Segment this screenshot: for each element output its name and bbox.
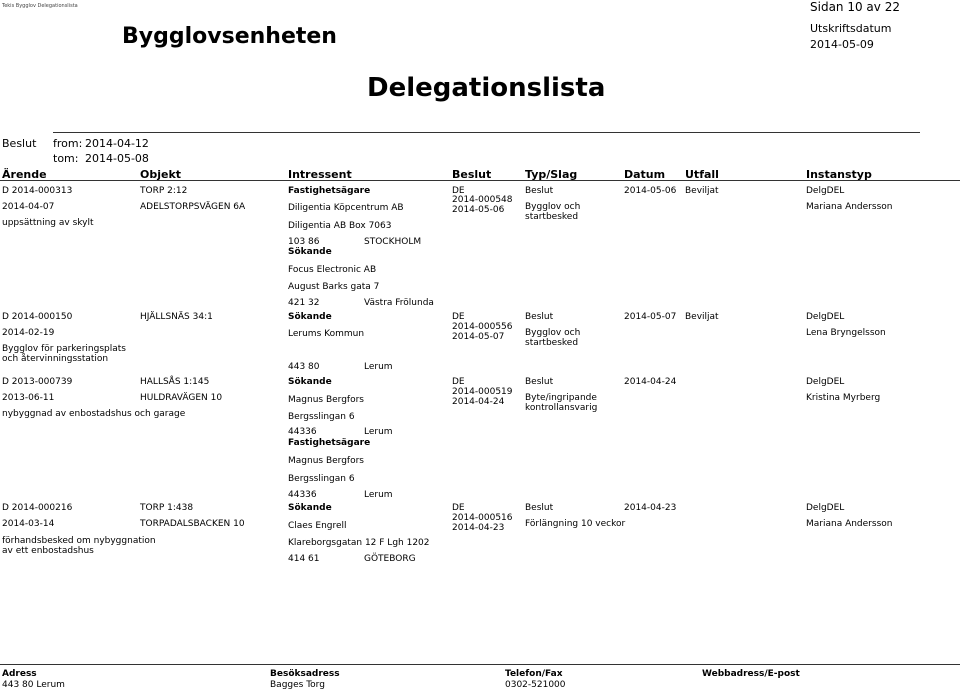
page-title: Delegationslista	[367, 73, 606, 103]
unit-name: Bygglovsenheten	[122, 24, 337, 49]
intressent-adress: Bergsslingan 6	[288, 474, 355, 484]
filter-tom-label: tom:	[53, 152, 79, 165]
arende-beskrivning: förhandsbesked om nybyggnation av ett enbostadshus	[2, 536, 156, 556]
filter-tom-date: 2014-05-08	[85, 152, 149, 165]
footer-tel: 0302-521000	[505, 680, 566, 690]
intressent-postnr: 44336	[288, 490, 317, 500]
arende-nr: D 2014-000150	[2, 312, 73, 322]
col-datum: Datum	[624, 168, 666, 181]
handlaggare: Mariana Andersson	[806, 519, 893, 529]
beslut-kod: DE	[452, 186, 465, 196]
datum: 2014-04-24	[624, 377, 677, 387]
arende-nr: D 2013-000739	[2, 377, 73, 387]
footer-besok: Bagges Torg	[270, 680, 325, 690]
intressent-adress: Diligentia AB Box 7063	[288, 221, 392, 231]
utfall: Beviljat	[685, 186, 719, 196]
intressent-roll: Sökande	[288, 247, 332, 257]
intressent-ort: GÖTEBORG	[364, 554, 416, 564]
handlaggare: Kristina Myrberg	[806, 393, 881, 403]
slag: Bygglov och startbesked	[525, 328, 581, 348]
filter-beslut-label: Beslut	[2, 137, 37, 150]
footer-rule	[0, 664, 960, 665]
filter-from-date: 2014-04-12	[85, 137, 149, 150]
print-date-label: Utskriftsdatum	[810, 22, 892, 35]
typ: Beslut	[525, 503, 554, 513]
beslut-kod: DE	[452, 312, 465, 322]
print-date: 2014-05-09	[810, 38, 874, 51]
beslut-nr: 2014-000516	[452, 513, 513, 523]
slag: Bygglov och startbesked	[525, 202, 581, 222]
col-arende: Ärende	[2, 168, 47, 181]
intressent-namn: Claes Engrell	[288, 521, 347, 531]
arende-beskrivning: nybyggnad av enbostadshus och garage	[2, 409, 186, 419]
beslut-nr: 2014-000519	[452, 387, 513, 397]
arende-datum: 2014-02-19	[2, 328, 55, 338]
software-name: Tekis Bygglov Delegationslista	[2, 3, 78, 9]
utfall: Beviljat	[685, 312, 719, 322]
footer-besok-label: Besöksadress	[270, 669, 340, 679]
typ: Beslut	[525, 377, 554, 387]
page-number: Sidan 10 av 22	[810, 0, 900, 14]
slag: Byte/ingripande kontrollansvarig	[525, 393, 598, 413]
col-beslut: Beslut	[452, 168, 492, 181]
footer-adress-label: Adress	[2, 669, 37, 679]
fastighet: HALLSÅS 1:145	[140, 377, 210, 387]
filter-from-label: from:	[53, 137, 83, 150]
footer-adress: 443 80 Lerum	[2, 680, 65, 690]
intressent-namn: Magnus Bergfors	[288, 395, 364, 405]
filter-rule	[53, 132, 920, 133]
beslut-kod: DE	[452, 503, 465, 513]
intressent-namn: Focus Electronic AB	[288, 265, 377, 275]
beslut-nr: 2014-000556	[452, 322, 513, 332]
intressent-roll: Fastighetsägare	[288, 186, 371, 196]
beslut-datum: 2014-04-23	[452, 523, 505, 533]
intressent-roll: Sökande	[288, 312, 332, 322]
instanstyp: DelgDEL	[806, 377, 845, 387]
objekt-adress: HULDRAVÄGEN 10	[140, 393, 223, 403]
header-rule	[0, 180, 960, 181]
intressent-adress: Klareborgsgatan 12 F Lgh 1202	[288, 538, 430, 548]
col-intressent: Intressent	[288, 168, 352, 181]
beslut-nr: 2014-000548	[452, 195, 513, 205]
handlaggare: Lena Bryngelsson	[806, 328, 886, 338]
handlaggare: Mariana Andersson	[806, 202, 893, 212]
col-instans: Instanstyp	[806, 168, 872, 181]
arende-nr: D 2014-000313	[2, 186, 73, 196]
col-utfall: Utfall	[685, 168, 719, 181]
intressent-roll: Fastighetsägare	[288, 438, 371, 448]
intressent-ort: Lerum	[364, 362, 393, 372]
intressent-postnr: 421 32	[288, 298, 320, 308]
arende-nr: D 2014-000216	[2, 503, 73, 513]
instanstyp: DelgDEL	[806, 503, 845, 513]
intressent-postnr: 103 86	[288, 237, 320, 247]
arende-datum: 2014-04-07	[2, 202, 55, 212]
fastighet: TORP 1:438	[140, 503, 194, 513]
intressent-adress: August Barks gata 7	[288, 282, 380, 292]
intressent-postnr: 443 80	[288, 362, 320, 372]
arende-beskrivning: Bygglov för parkeringsplats och återvinningsstation	[2, 344, 126, 364]
typ: Beslut	[525, 312, 554, 322]
typ: Beslut	[525, 186, 554, 196]
intressent-adress: Bergsslingan 6	[288, 412, 355, 422]
intressent-postnr: 414 61	[288, 554, 320, 564]
intressent-namn: Lerums Kommun	[288, 329, 365, 339]
intressent-ort: Lerum	[364, 427, 393, 437]
intressent-roll: Sökande	[288, 503, 332, 513]
intressent-postnr: 44336	[288, 427, 317, 437]
footer-tel-label: Telefon/Fax	[505, 669, 563, 679]
instanstyp: DelgDEL	[806, 186, 845, 196]
instanstyp: DelgDEL	[806, 312, 845, 322]
datum: 2014-04-23	[624, 503, 677, 513]
beslut-datum: 2014-04-24	[452, 397, 505, 407]
arende-datum: 2013-06-11	[2, 393, 55, 403]
slag: Förlängning 10 veckor	[525, 519, 626, 529]
arende-datum: 2014-03-14	[2, 519, 55, 529]
beslut-datum: 2014-05-07	[452, 332, 505, 342]
col-typ: Typ/Slag	[525, 168, 578, 181]
fastighet: TORP 2:12	[140, 186, 188, 196]
intressent-ort: Västra Frölunda	[364, 298, 434, 308]
col-objekt: Objekt	[140, 168, 182, 181]
beslut-datum: 2014-05-06	[452, 205, 505, 215]
arende-beskrivning: uppsättning av skylt	[2, 218, 94, 228]
datum: 2014-05-06	[624, 186, 677, 196]
objekt-adress: TORPADALSBACKEN 10	[140, 519, 245, 529]
intressent-roll: Sökande	[288, 377, 332, 387]
beslut-kod: DE	[452, 377, 465, 387]
intressent-ort: STOCKHOLM	[364, 237, 422, 247]
objekt-adress: ADELSTORPSVÄGEN 6A	[140, 202, 246, 212]
datum: 2014-05-07	[624, 312, 677, 322]
footer-web-label: Webbadress/E-post	[702, 669, 800, 679]
intressent-ort: Lerum	[364, 490, 393, 500]
fastighet: HJÄLLSNÄS 34:1	[140, 312, 213, 322]
intressent-namn: Magnus Bergfors	[288, 456, 364, 466]
intressent-namn: Diligentia Köpcentrum AB	[288, 203, 404, 213]
